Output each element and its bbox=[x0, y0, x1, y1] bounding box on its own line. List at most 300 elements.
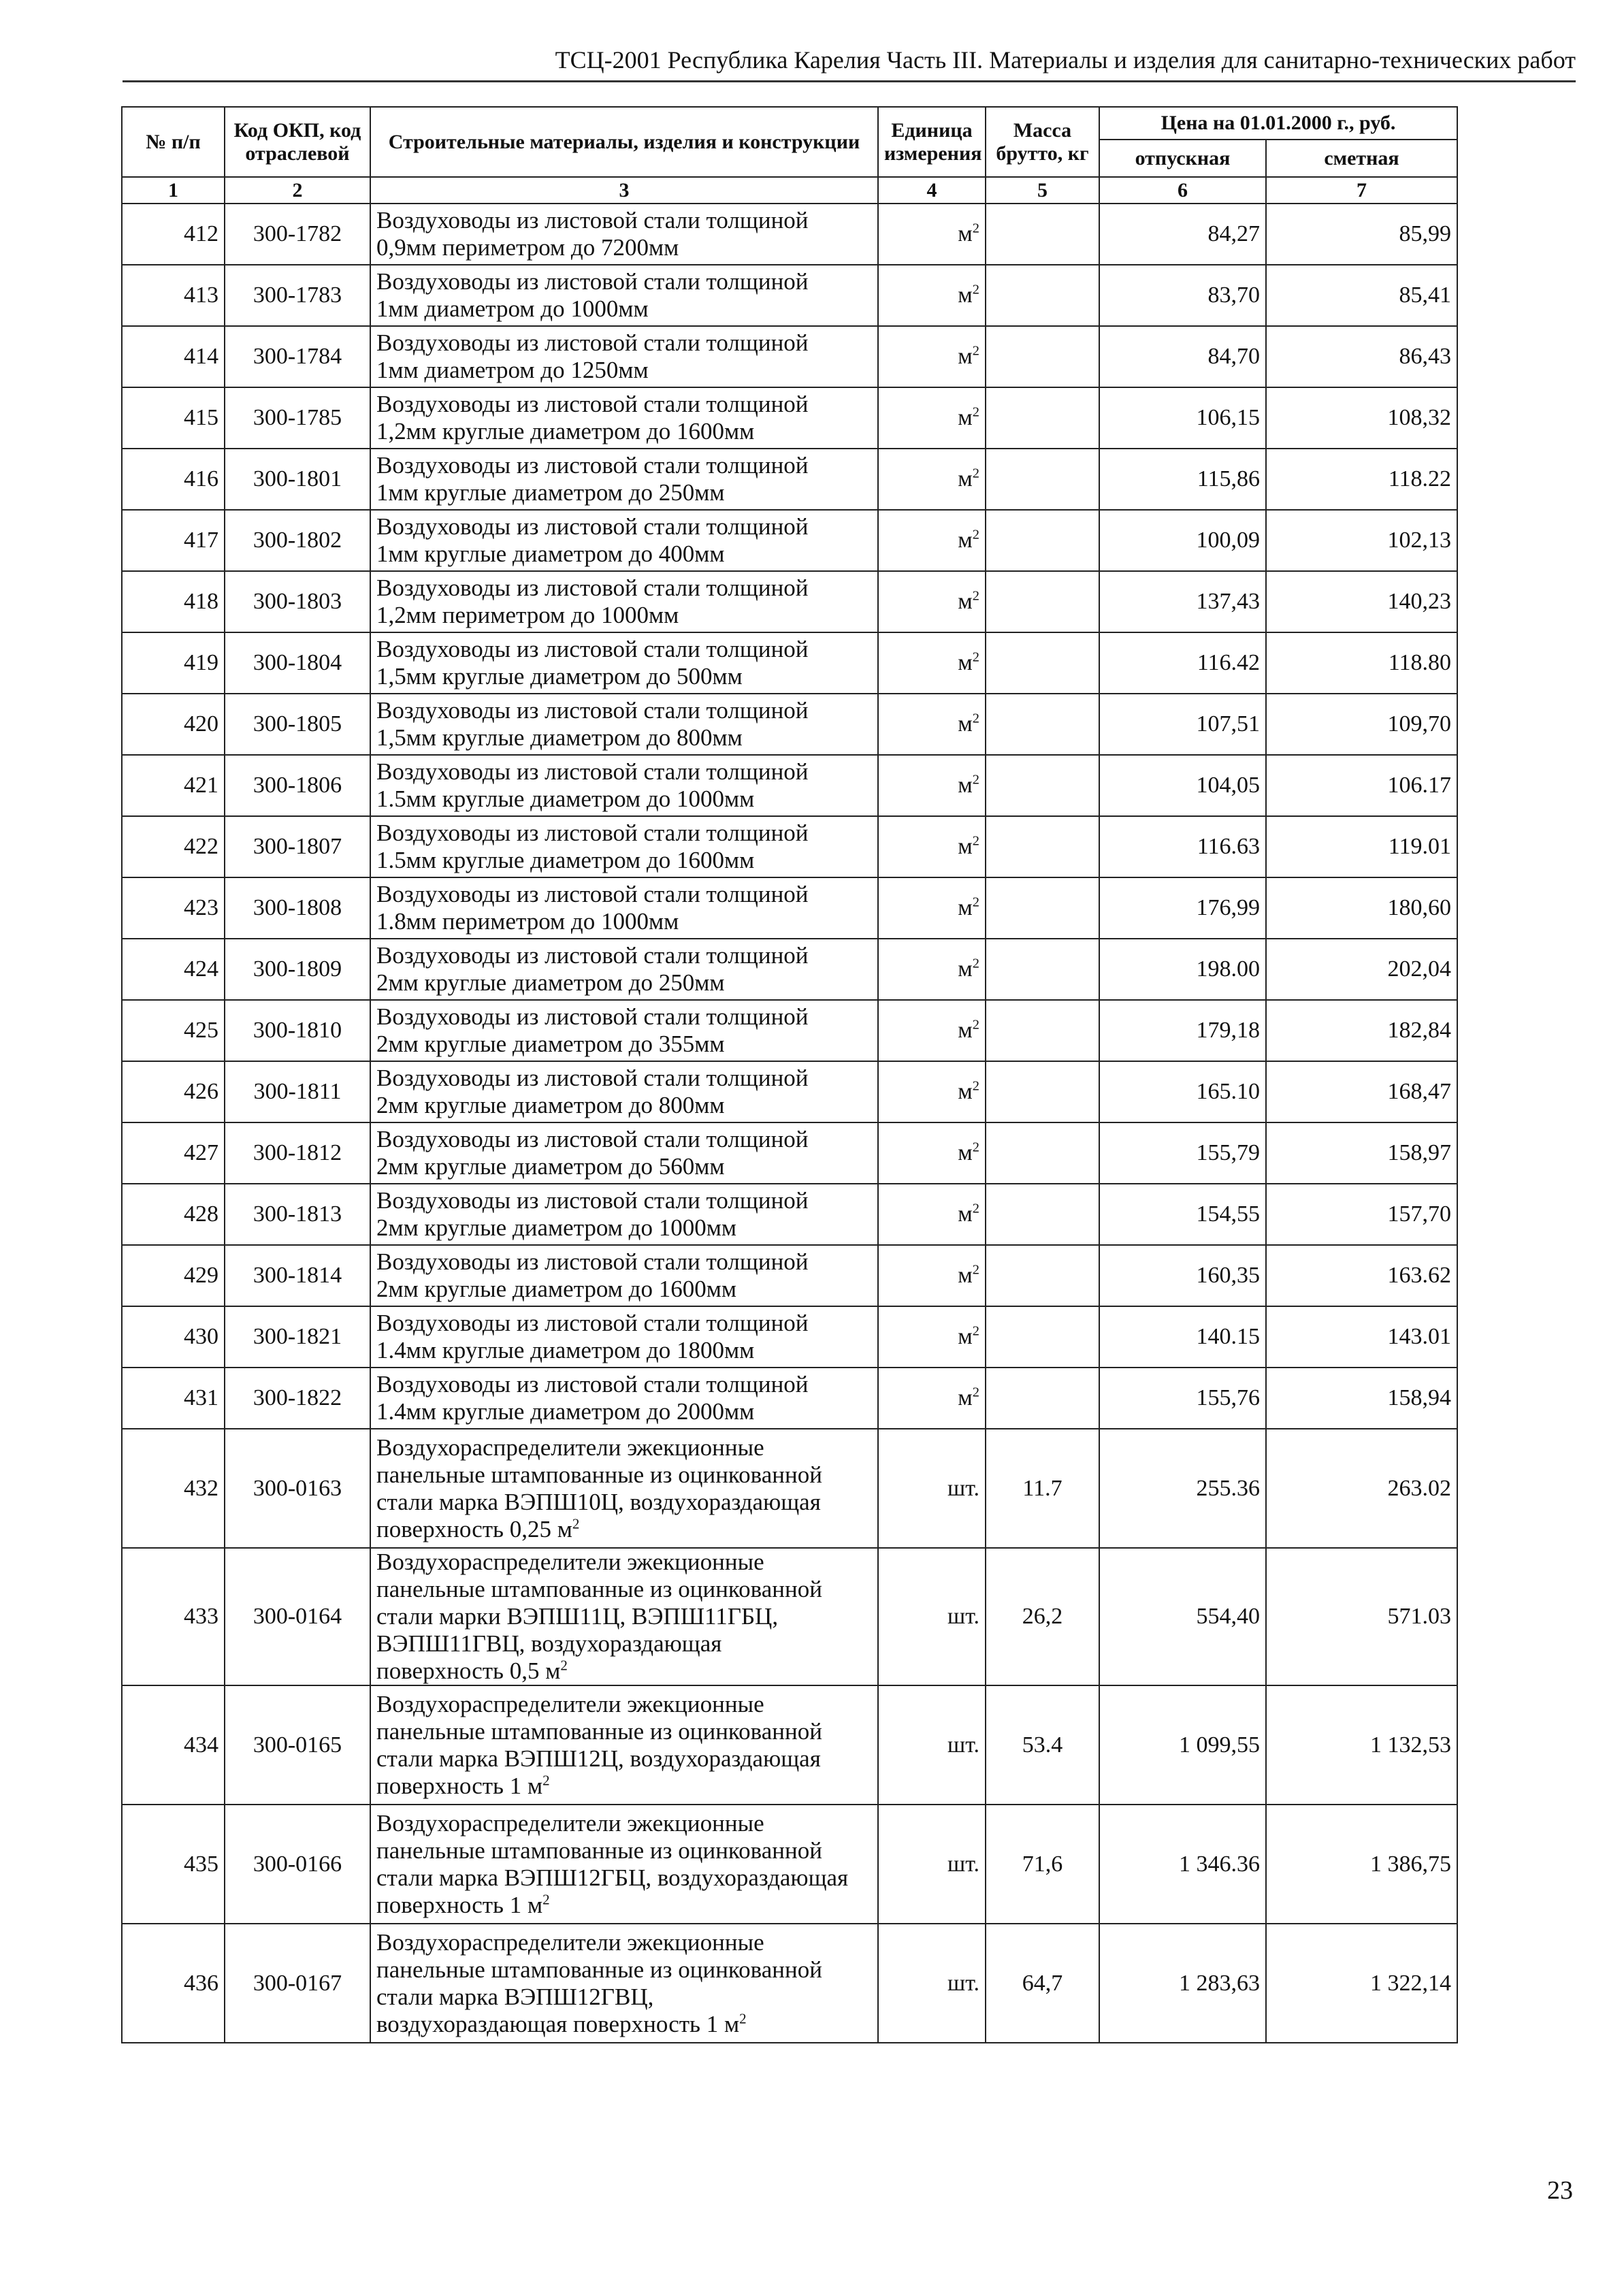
okp-code: 300-1801 bbox=[225, 449, 370, 510]
material-name-line: Воздуховоды из листовой стали толщиной bbox=[376, 820, 809, 846]
material-name-line: 2мм круглые диаметром до 800мм bbox=[376, 1092, 725, 1118]
material-name-line: Воздуховоды из листовой стали толщиной bbox=[376, 1065, 809, 1091]
name-superscript: 2 bbox=[542, 1771, 550, 1788]
row-number: 415 bbox=[122, 387, 225, 449]
unit bbox=[878, 204, 986, 265]
unit-text: м bbox=[958, 895, 973, 920]
name-superscript: 2 bbox=[739, 2009, 747, 2026]
price-release: 1 283,63 bbox=[1099, 1924, 1266, 2043]
row-number: 430 bbox=[122, 1306, 225, 1368]
unit bbox=[878, 326, 986, 387]
material-name-line: 1,5мм круглые диаметром до 500мм bbox=[376, 663, 743, 690]
mass bbox=[986, 632, 1099, 694]
table-row bbox=[122, 694, 1457, 755]
okp-code: 300-1812 bbox=[225, 1122, 370, 1184]
material-name bbox=[370, 816, 878, 877]
row-number: 424 bbox=[122, 939, 225, 1000]
row-number: 413 bbox=[122, 265, 225, 326]
price-release: 100,09 bbox=[1099, 510, 1266, 571]
material-name bbox=[370, 1122, 878, 1184]
row-number: 419 bbox=[122, 632, 225, 694]
table-row bbox=[122, 510, 1457, 571]
price-release: 160,35 bbox=[1099, 1245, 1266, 1306]
price-release: 179,18 bbox=[1099, 1000, 1266, 1061]
unit-superscript: 2 bbox=[972, 1323, 979, 1339]
material-name-line: 1.8мм периметром до 1000мм bbox=[376, 908, 679, 935]
mass bbox=[986, 571, 1099, 632]
unit bbox=[878, 816, 986, 877]
price-release: 176,99 bbox=[1099, 877, 1266, 939]
price-estimate: 202,04 bbox=[1266, 939, 1457, 1000]
price-table bbox=[121, 106, 1458, 2043]
material-name-line: Воздуховоды из листовой стали толщиной bbox=[376, 268, 809, 295]
okp-code: 300-1807 bbox=[225, 816, 370, 877]
okp-code: 300-1785 bbox=[225, 387, 370, 449]
material-name bbox=[370, 755, 878, 816]
material-name bbox=[370, 1805, 878, 1924]
table-row bbox=[122, 571, 1457, 632]
row-number: 427 bbox=[122, 1122, 225, 1184]
price-release: 84,70 bbox=[1099, 326, 1266, 387]
unit-text: м bbox=[958, 589, 973, 614]
material-name-line: поверхность 0,5 м bbox=[376, 1658, 561, 1684]
material-name-line: воздухораздающая поверхность 1 м bbox=[376, 2010, 740, 2037]
table-row bbox=[122, 1061, 1457, 1122]
material-name-line: Воздуховоды из листовой стали толщиной bbox=[376, 1310, 809, 1336]
unit bbox=[878, 632, 986, 694]
running-header: ТСЦ-2001 Республика Карелия Часть III. Материалы и изделия для санитарно-технических работ bbox=[123, 39, 1576, 82]
unit bbox=[878, 1245, 986, 1306]
material-name-line: поверхность 0,25 м bbox=[376, 1515, 572, 1542]
price-estimate: 102,13 bbox=[1266, 510, 1457, 571]
column-index: 2 bbox=[225, 177, 370, 204]
column-index: 7 bbox=[1266, 177, 1457, 204]
unit-superscript: 2 bbox=[972, 588, 979, 604]
material-name bbox=[370, 326, 878, 387]
okp-code: 300-1810 bbox=[225, 1000, 370, 1061]
unit bbox=[878, 449, 986, 510]
material-name-line: поверхность 1 м bbox=[376, 1891, 543, 1918]
row-number: 423 bbox=[122, 877, 225, 939]
row-number: 414 bbox=[122, 326, 225, 387]
name-superscript: 2 bbox=[572, 1515, 580, 1532]
unit bbox=[878, 1429, 986, 1548]
name-superscript: 2 bbox=[560, 1657, 568, 1674]
unit-text: м bbox=[958, 405, 973, 430]
material-name-line: ВЭПШ11ГВЦ, воздухораздающая bbox=[376, 1630, 722, 1657]
price-release: 198.00 bbox=[1099, 939, 1266, 1000]
material-name-line: 1мм диаметром до 1250мм bbox=[376, 357, 649, 383]
table-row bbox=[122, 877, 1457, 939]
mass: 26,2 bbox=[986, 1548, 1099, 1685]
material-name-line: Воздуховоды из листовой стали толщиной bbox=[376, 1003, 809, 1030]
material-name-line: стали марка ВЭПШ12ГВЦ, bbox=[376, 1983, 654, 2010]
price-estimate: 85,41 bbox=[1266, 265, 1457, 326]
material-name-line: 1,2мм круглые диаметром до 1600мм bbox=[376, 418, 755, 444]
okp-code: 300-1822 bbox=[225, 1368, 370, 1429]
material-name-line: панельные штампованные из оцинкованной bbox=[376, 1837, 822, 1864]
price-release: 140.15 bbox=[1099, 1306, 1266, 1368]
mass bbox=[986, 1368, 1099, 1429]
row-number: 431 bbox=[122, 1368, 225, 1429]
material-name-line: 2мм круглые диаметром до 1600мм bbox=[376, 1276, 736, 1302]
mass bbox=[986, 1306, 1099, 1368]
material-name-line: Воздуховоды из листовой стали толщиной bbox=[376, 1126, 809, 1152]
unit bbox=[878, 1368, 986, 1429]
okp-code: 300-1813 bbox=[225, 1184, 370, 1245]
unit-text: м bbox=[958, 834, 973, 859]
material-name-line: Воздуховоды из листовой стали толщиной bbox=[376, 1187, 809, 1214]
price-estimate: 571.03 bbox=[1266, 1548, 1457, 1685]
price-release: 107,51 bbox=[1099, 694, 1266, 755]
row-number: 426 bbox=[122, 1061, 225, 1122]
material-name bbox=[370, 1000, 878, 1061]
unit-text: м bbox=[958, 528, 973, 553]
unit bbox=[878, 265, 986, 326]
row-number: 422 bbox=[122, 816, 225, 877]
unit-text: м bbox=[958, 1201, 973, 1227]
unit-text: м bbox=[958, 1018, 973, 1043]
unit-superscript: 2 bbox=[972, 711, 979, 726]
unit-superscript: 2 bbox=[972, 282, 979, 297]
price-release: 155,76 bbox=[1099, 1368, 1266, 1429]
unit-text: м bbox=[958, 1140, 973, 1165]
material-name bbox=[370, 632, 878, 694]
material-name bbox=[370, 939, 878, 1000]
material-name-line: Воздухораспределители эжекционные bbox=[376, 1809, 764, 1837]
header-unit: Единица измерения bbox=[878, 107, 986, 177]
material-name bbox=[370, 1924, 878, 2043]
okp-code: 300-0167 bbox=[225, 1924, 370, 2043]
material-name-line: панельные штампованные из оцинкованной bbox=[376, 1717, 822, 1745]
mass bbox=[986, 1061, 1099, 1122]
unit bbox=[878, 694, 986, 755]
page-number: 23 bbox=[1547, 2176, 1573, 2205]
table-row bbox=[122, 1245, 1457, 1306]
unit-text: шт. bbox=[947, 1851, 979, 1877]
unit-superscript: 2 bbox=[972, 1078, 979, 1094]
okp-code: 300-0164 bbox=[225, 1548, 370, 1685]
unit-text: шт. bbox=[947, 1604, 979, 1629]
material-name-line: Воздуховоды из листовой стали толщиной bbox=[376, 1248, 809, 1275]
table-row bbox=[122, 1000, 1457, 1061]
unit-text: м bbox=[958, 221, 973, 246]
price-estimate: 1 132,53 bbox=[1266, 1685, 1457, 1805]
material-name-line: стали марка ВЭПШ12ГБЦ, воздухораздающая bbox=[376, 1864, 849, 1891]
material-name-line: 1мм круглые диаметром до 250мм bbox=[376, 479, 725, 506]
row-number: 428 bbox=[122, 1184, 225, 1245]
material-name-line: 1,2мм периметром до 1000мм bbox=[376, 602, 679, 628]
unit-superscript: 2 bbox=[972, 649, 979, 665]
unit-text: шт. bbox=[947, 1970, 979, 1996]
material-name-line: 1.5мм круглые диаметром до 1000мм bbox=[376, 786, 755, 812]
unit-text: м bbox=[958, 1385, 973, 1410]
material-name bbox=[370, 571, 878, 632]
table-body bbox=[122, 204, 1457, 2043]
material-name-line: Воздуховоды из листовой стали толщиной bbox=[376, 636, 809, 662]
row-number: 416 bbox=[122, 449, 225, 510]
price-estimate: 180,60 bbox=[1266, 877, 1457, 939]
unit bbox=[878, 571, 986, 632]
unit bbox=[878, 510, 986, 571]
material-name-line: Воздухораспределители эжекционные bbox=[376, 1549, 764, 1575]
okp-code: 300-1784 bbox=[225, 326, 370, 387]
price-release: 554,40 bbox=[1099, 1548, 1266, 1685]
price-release: 255.36 bbox=[1099, 1429, 1266, 1548]
okp-code: 300-1804 bbox=[225, 632, 370, 694]
price-estimate: 158,97 bbox=[1266, 1122, 1457, 1184]
row-number: 429 bbox=[122, 1245, 225, 1306]
table-row bbox=[122, 755, 1457, 816]
row-number: 433 bbox=[122, 1548, 225, 1685]
mass bbox=[986, 387, 1099, 449]
unit-superscript: 2 bbox=[972, 833, 979, 849]
material-name-line: панельные штампованные из оцинкованной bbox=[376, 1576, 822, 1602]
price-release: 1 346.36 bbox=[1099, 1805, 1266, 1924]
table-row bbox=[122, 1306, 1457, 1368]
column-index: 6 bbox=[1099, 177, 1266, 204]
material-name bbox=[370, 1061, 878, 1122]
material-name-line: 1мм диаметром до 1000мм bbox=[376, 295, 649, 322]
price-release: 84,27 bbox=[1099, 204, 1266, 265]
material-name-line: Воздуховоды из листовой стали толщиной bbox=[376, 575, 809, 601]
mass bbox=[986, 877, 1099, 939]
unit-text: м bbox=[958, 1079, 973, 1104]
unit-text: м bbox=[958, 282, 973, 308]
unit bbox=[878, 939, 986, 1000]
okp-code: 300-0165 bbox=[225, 1685, 370, 1805]
material-name bbox=[370, 877, 878, 939]
unit-text: м bbox=[958, 711, 973, 737]
okp-code: 300-0166 bbox=[225, 1805, 370, 1924]
material-name bbox=[370, 265, 878, 326]
material-name bbox=[370, 387, 878, 449]
table-row bbox=[122, 1548, 1457, 1685]
unit-superscript: 2 bbox=[972, 1017, 979, 1033]
material-name-line: Воздуховоды из листовой стали толщиной bbox=[376, 513, 809, 540]
row-number: 418 bbox=[122, 571, 225, 632]
mass bbox=[986, 265, 1099, 326]
material-name-line: Воздуховоды из листовой стали толщиной bbox=[376, 207, 809, 233]
table-row bbox=[122, 1184, 1457, 1245]
header-price-group: Цена на 01.01.2000 г., руб. bbox=[1099, 107, 1457, 140]
table-row bbox=[122, 816, 1457, 877]
material-name-line: 2мм круглые диаметром до 355мм bbox=[376, 1031, 725, 1057]
mass bbox=[986, 1245, 1099, 1306]
row-number: 425 bbox=[122, 1000, 225, 1061]
material-name-line: Воздуховоды из листовой стали толщиной bbox=[376, 1371, 809, 1397]
header-code: Код ОКП, код отраслевой bbox=[225, 107, 370, 177]
unit-superscript: 2 bbox=[972, 221, 979, 236]
material-name bbox=[370, 1548, 878, 1685]
name-superscript: 2 bbox=[542, 1890, 550, 1907]
unit bbox=[878, 755, 986, 816]
unit-superscript: 2 bbox=[972, 1385, 979, 1400]
okp-code: 300-1806 bbox=[225, 755, 370, 816]
price-release: 154,55 bbox=[1099, 1184, 1266, 1245]
material-name-line: стали марки ВЭПШ11Ц, ВЭПШ11ГБЦ, bbox=[376, 1603, 779, 1630]
unit bbox=[878, 1306, 986, 1368]
material-name-line: Воздухораспределители эжекционные bbox=[376, 1928, 764, 1956]
row-number: 434 bbox=[122, 1685, 225, 1805]
price-release: 83,70 bbox=[1099, 265, 1266, 326]
table-row bbox=[122, 1122, 1457, 1184]
mass bbox=[986, 816, 1099, 877]
table-row bbox=[122, 1805, 1457, 1924]
table-row bbox=[122, 204, 1457, 265]
price-estimate: 158,94 bbox=[1266, 1368, 1457, 1429]
material-name-line: Воздуховоды из листовой стали толщиной bbox=[376, 452, 809, 479]
mass bbox=[986, 510, 1099, 571]
price-estimate: 143.01 bbox=[1266, 1306, 1457, 1368]
unit-text: м bbox=[958, 773, 973, 798]
table-row bbox=[122, 265, 1457, 326]
material-name bbox=[370, 1184, 878, 1245]
table-row bbox=[122, 387, 1457, 449]
price-estimate: 163.62 bbox=[1266, 1245, 1457, 1306]
price-estimate: 1 322,14 bbox=[1266, 1924, 1457, 2043]
unit-superscript: 2 bbox=[972, 772, 979, 788]
mass: 71,6 bbox=[986, 1805, 1099, 1924]
material-name bbox=[370, 1685, 878, 1805]
row-number: 432 bbox=[122, 1429, 225, 1548]
header-price-release: отпускная bbox=[1099, 140, 1266, 177]
material-name-line: 1.5мм круглые диаметром до 1600мм bbox=[376, 847, 755, 873]
price-estimate: 109,70 bbox=[1266, 694, 1457, 755]
table-row bbox=[122, 1924, 1457, 2043]
price-estimate: 1 386,75 bbox=[1266, 1805, 1457, 1924]
okp-code: 300-1808 bbox=[225, 877, 370, 939]
unit bbox=[878, 1685, 986, 1805]
material-name-line: панельные штампованные из оцинкованной bbox=[376, 1956, 822, 1983]
price-estimate: 106.17 bbox=[1266, 755, 1457, 816]
material-name-line: 1.4мм круглые диаметром до 1800мм bbox=[376, 1337, 755, 1363]
mass bbox=[986, 1000, 1099, 1061]
column-index: 5 bbox=[986, 177, 1099, 204]
price-estimate: 86,43 bbox=[1266, 326, 1457, 387]
price-estimate: 108,32 bbox=[1266, 387, 1457, 449]
material-name-line: Воздуховоды из листовой стали толщиной bbox=[376, 881, 809, 907]
material-name-line: 1мм круглые диаметром до 400мм bbox=[376, 540, 725, 567]
unit-superscript: 2 bbox=[972, 343, 979, 359]
material-name bbox=[370, 1368, 878, 1429]
price-estimate: 263.02 bbox=[1266, 1429, 1457, 1548]
price-estimate: 118.22 bbox=[1266, 449, 1457, 510]
row-number: 420 bbox=[122, 694, 225, 755]
column-index: 1 bbox=[122, 177, 225, 204]
table-row bbox=[122, 632, 1457, 694]
unit bbox=[878, 877, 986, 939]
table-row bbox=[122, 1429, 1457, 1548]
material-name-line: Воздуховоды из листовой стали толщиной bbox=[376, 697, 809, 724]
material-name-line: Воздуховоды из листовой стали толщиной bbox=[376, 758, 809, 785]
unit-superscript: 2 bbox=[972, 527, 979, 543]
okp-code: 300-1802 bbox=[225, 510, 370, 571]
material-name-line: 1.4мм круглые диаметром до 2000мм bbox=[376, 1398, 755, 1425]
unit-text: м bbox=[958, 1263, 973, 1288]
header-price-estimate: сметная bbox=[1266, 140, 1457, 177]
mass bbox=[986, 755, 1099, 816]
price-release: 155,79 bbox=[1099, 1122, 1266, 1184]
unit-text: м bbox=[958, 344, 973, 369]
material-name-line: стали марка ВЭПШ10Ц, воздухораздающая bbox=[376, 1488, 821, 1515]
unit-text: м bbox=[958, 1324, 973, 1349]
price-estimate: 140,23 bbox=[1266, 571, 1457, 632]
price-release: 115,86 bbox=[1099, 449, 1266, 510]
table-row bbox=[122, 326, 1457, 387]
table-row bbox=[122, 939, 1457, 1000]
unit bbox=[878, 1548, 986, 1685]
column-index: 3 bbox=[370, 177, 878, 204]
row-number: 412 bbox=[122, 204, 225, 265]
material-name bbox=[370, 204, 878, 265]
material-name bbox=[370, 694, 878, 755]
price-release: 165.10 bbox=[1099, 1061, 1266, 1122]
row-number: 417 bbox=[122, 510, 225, 571]
price-release: 1 099,55 bbox=[1099, 1685, 1266, 1805]
material-name-line: Воздуховоды из листовой стали толщиной bbox=[376, 391, 809, 417]
unit-text: шт. bbox=[947, 1732, 979, 1758]
material-name-line: 1,5мм круглые диаметром до 800мм bbox=[376, 724, 743, 751]
material-name bbox=[370, 449, 878, 510]
header-mass: Масса брутто, кг bbox=[986, 107, 1099, 177]
mass: 64,7 bbox=[986, 1924, 1099, 2043]
price-estimate: 85,99 bbox=[1266, 204, 1457, 265]
unit bbox=[878, 1061, 986, 1122]
mass bbox=[986, 1122, 1099, 1184]
price-estimate: 119.01 bbox=[1266, 816, 1457, 877]
mass bbox=[986, 939, 1099, 1000]
material-name-line: стали марка ВЭПШ12Ц, воздухораздающая bbox=[376, 1745, 821, 1772]
price-estimate: 118.80 bbox=[1266, 632, 1457, 694]
price-estimate: 157,70 bbox=[1266, 1184, 1457, 1245]
unit-superscript: 2 bbox=[972, 956, 979, 971]
unit-text: м bbox=[958, 650, 973, 675]
okp-code: 300-1783 bbox=[225, 265, 370, 326]
price-estimate: 168,47 bbox=[1266, 1061, 1457, 1122]
table-row bbox=[122, 449, 1457, 510]
price-release: 116.63 bbox=[1099, 816, 1266, 877]
price-release: 106,15 bbox=[1099, 387, 1266, 449]
okp-code: 300-1809 bbox=[225, 939, 370, 1000]
header-name: Строительные материалы, изделия и конструкции bbox=[370, 107, 878, 177]
material-name-line: Воздуховоды из листовой стали толщиной bbox=[376, 329, 809, 356]
price-estimate: 182,84 bbox=[1266, 1000, 1457, 1061]
material-name-line: 2мм круглые диаметром до 250мм bbox=[376, 969, 725, 996]
mass: 53.4 bbox=[986, 1685, 1099, 1805]
mass bbox=[986, 326, 1099, 387]
unit bbox=[878, 1805, 986, 1924]
material-name bbox=[370, 1429, 878, 1548]
unit-superscript: 2 bbox=[972, 466, 979, 481]
unit bbox=[878, 1000, 986, 1061]
okp-code: 300-1782 bbox=[225, 204, 370, 265]
material-name-line: 2мм круглые диаметром до 1000мм bbox=[376, 1214, 736, 1241]
material-name bbox=[370, 510, 878, 571]
material-name-line: панельные штампованные из оцинкованной bbox=[376, 1461, 822, 1488]
unit-superscript: 2 bbox=[972, 404, 979, 420]
mass bbox=[986, 204, 1099, 265]
unit-text: м bbox=[958, 466, 973, 491]
okp-code: 300-1803 bbox=[225, 571, 370, 632]
material-name-line: 0,9мм периметром до 7200мм bbox=[376, 234, 679, 261]
material-name-line: Воздухораспределители эжекционные bbox=[376, 1690, 764, 1717]
mass: 11.7 bbox=[986, 1429, 1099, 1548]
material-name-line: 2мм круглые диаметром до 560мм bbox=[376, 1153, 725, 1180]
material-name-line: Воздуховоды из листовой стали толщиной bbox=[376, 942, 809, 969]
mass bbox=[986, 694, 1099, 755]
mass bbox=[986, 1184, 1099, 1245]
